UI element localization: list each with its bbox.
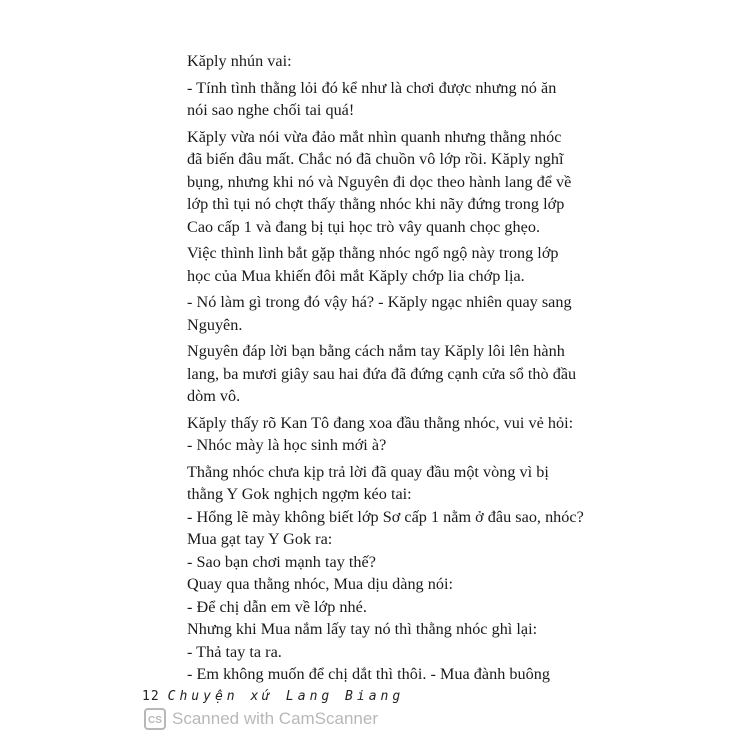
paragraph xyxy=(187,434,587,457)
text-line: Thằng nhóc chưa kịp trả lời đã quay đầu một vòng vì bị xyxy=(187,462,549,481)
text-line: bụng, nhưng khi nó và Nguyên đi dọc theo hành lang để về xyxy=(187,172,572,191)
text-line: thằng Y Gok nghịch ngợm kéo tai: xyxy=(187,485,412,503)
text-line: Quay qua thằng nhóc, Mua dịu dàng nói: xyxy=(187,575,454,593)
text-line: đã biến đâu mất. Chắc nó đã chuồn vô lớp rồi. Kăply nghĩ xyxy=(187,150,564,168)
text-line: dòm vô. xyxy=(187,387,241,405)
text-line: lang, ba mươi giây sau hai đứa đã đứng cạnh cửa sổ thò đầu xyxy=(187,364,577,383)
paragraph xyxy=(187,126,587,239)
paragraph xyxy=(187,242,587,287)
camscanner-watermark xyxy=(144,708,378,730)
paragraph xyxy=(187,663,587,686)
text-line: Kăply vừa nói vừa đảo mắt nhìn quanh nhưng thằng nhóc xyxy=(187,127,562,146)
camscanner-logo-icon xyxy=(144,708,166,730)
text-line: nói sao nghe chối tai quá! xyxy=(187,101,355,119)
text-line: Cao cấp 1 và đang bị tụi học trò vây quanh chọc ghẹo. xyxy=(187,217,541,236)
text-line: lớp thì tụi nó chợt thấy thằng nhóc khi nãy đứng trong lớp xyxy=(187,195,565,213)
text-line: Nguyên. xyxy=(187,315,243,334)
paragraph xyxy=(187,573,587,596)
text-line: Mua gạt tay Y Gok ra: xyxy=(187,530,333,548)
text-line: - Em không muốn để chị dắt thì thôi. - Mua đành buông xyxy=(187,665,550,683)
text-line: Nhưng khi Mua nắm lấy tay nó thì thằng nhóc ghì lại: xyxy=(187,620,538,638)
paragraph xyxy=(187,50,587,73)
text-line: Kăply thấy rõ Kan Tô đang xoa đầu thằng nhóc, vui vẻ hỏi: xyxy=(187,413,574,432)
text-line: - Nhóc mày là học sinh mới à? xyxy=(187,436,387,454)
camscanner-logo-text: CS xyxy=(148,715,162,725)
paragraph xyxy=(187,618,587,641)
text-line: - Thả tay ta ra. xyxy=(187,642,282,661)
paragraph xyxy=(187,461,587,506)
text-line: Nguyên đáp lời bạn bằng cách nắm tay Kăply lôi lên hành xyxy=(187,342,565,360)
paragraph xyxy=(187,506,587,529)
page-number: 12 xyxy=(142,688,160,704)
paragraph xyxy=(187,291,587,336)
text-line: - Hổng lẽ mày không biết lớp Sơ cấp 1 nằm ở đâu sao, nhóc? xyxy=(187,507,584,526)
watermark-text: Scanned with CamScanner xyxy=(172,709,379,728)
paragraph xyxy=(187,412,587,435)
paragraph xyxy=(187,528,587,551)
page-footer xyxy=(142,686,404,706)
body-text xyxy=(187,50,587,686)
text-line: - Tính tình thằng lỏi đó kể như là chơi được nhưng nó ăn xyxy=(187,78,557,97)
running-title: Chuyện xứ Lang Biang xyxy=(167,688,405,704)
paragraph xyxy=(187,641,587,664)
text-line: - Nó làm gì trong đó vậy há? - Kăply ngạc nhiên quay sang xyxy=(187,293,572,311)
paragraph xyxy=(187,551,587,574)
text-line: học của Mua khiến đôi mắt Kăply chớp lia chớp lịa. xyxy=(187,266,525,285)
text-line: Việc thình lình bắt gặp thằng nhóc ngổ ngộ này trong lớp xyxy=(187,244,559,262)
text-line: - Sao bạn chơi mạnh tay thế? xyxy=(187,552,376,571)
text-line: - Để chị dẫn em về lớp nhé. xyxy=(187,597,367,616)
paragraph xyxy=(187,596,587,619)
paragraph xyxy=(187,77,587,122)
paragraph xyxy=(187,340,587,408)
text-line: Kăply nhún vai: xyxy=(187,52,292,70)
